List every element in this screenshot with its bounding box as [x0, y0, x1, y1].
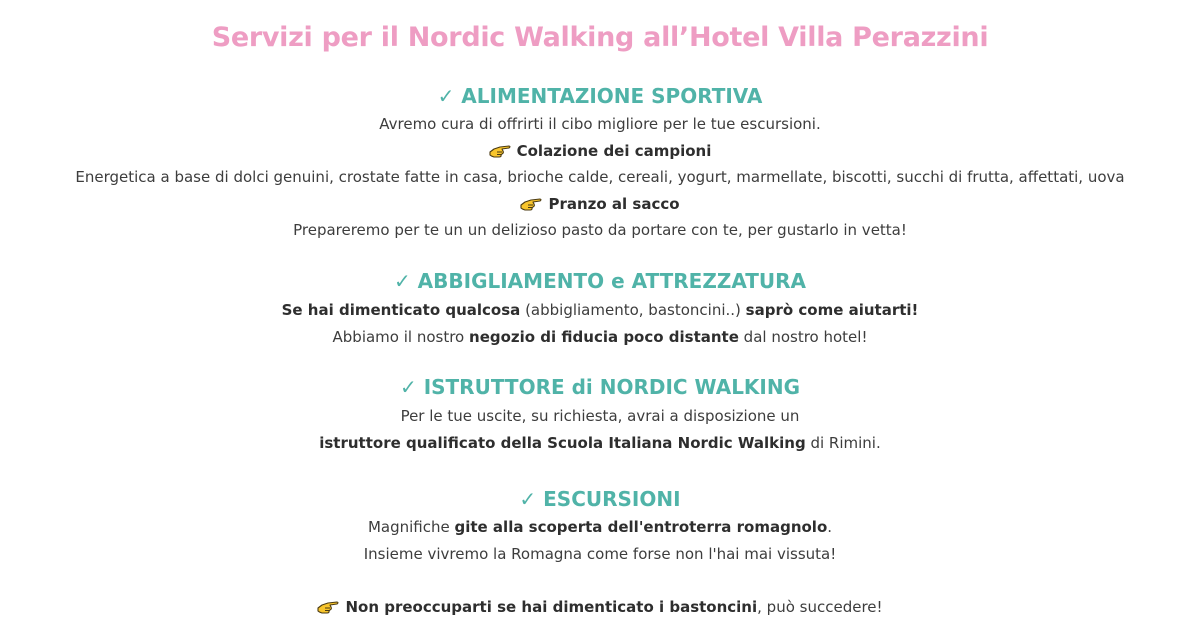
equipment-mid-text: (abbigliamento, bastoncini..): [520, 301, 746, 319]
equipment-line-2: [0, 327, 1200, 347]
excursions-line-2: Insieme vivremo la Romagna come forse non l'hai mai vissuta!: [363, 545, 837, 563]
section-heading-excursions: ✓ ESCURSIONI: [519, 487, 681, 511]
lunch-title-line: [0, 194, 1200, 217]
equipment-l2-post: dal nostro hotel!: [738, 328, 868, 346]
poles-bold: Non preoccuparti se hai dimenticato i bastoncini: [345, 598, 758, 616]
pointing-hand-icon: [520, 196, 542, 217]
instructor-line-2: [0, 433, 1200, 453]
lunch-text: Prepareremo per te un un delizioso pasto da portare con te, per gustarlo in vetta!: [293, 221, 907, 239]
instructor-bold: istruttore qualificato della Scuola Italiana Nordic Walking: [319, 434, 806, 452]
excursions-line-1: [0, 517, 1200, 537]
breakfast-text: Energetica a base di dolci genuini, crostate fatte in casa, brioche calde, cereali, yogurt, marmellate, biscotti, succhi di frutta, affettati, uova: [75, 168, 1125, 186]
breakfast-title: Colazione dei campioni: [516, 142, 712, 160]
section-heading-instructor: ✓ ISTRUTTORE di NORDIC WALKING: [399, 375, 801, 399]
equipment-line-1: [0, 300, 1200, 320]
excursions-l1-post: .: [827, 518, 833, 536]
instructor-l2-post: di Rimini.: [805, 434, 881, 452]
instructor-line-1: Per le tue uscite, su richiesta, avrai a disposizione un: [400, 407, 800, 425]
equipment-bold-2: saprò come aiutarti!: [745, 301, 919, 319]
equipment-shop-bold: negozio di fiducia poco distante: [469, 328, 739, 346]
breakfast-title-line: [0, 141, 1200, 164]
section-heading-nutrition: ✓ ALIMENTAZIONE SPORTIVA: [437, 84, 763, 108]
nutrition-intro: Avremo cura di offrirti il cibo migliore per le tue escursioni.: [379, 115, 821, 133]
excursions-bold: gite alla scoperta dell'entroterra romagnolo: [454, 518, 828, 536]
section-heading-equipment: ✓ ABBIGLIAMENTO e ATTREZZATURA: [393, 269, 807, 293]
equipment-bold-1: Se hai dimenticato qualcosa: [281, 301, 521, 319]
pointing-hand-icon: [317, 599, 339, 620]
lunch-title: Pranzo al sacco: [548, 195, 680, 213]
equipment-l2-pre: Abbiamo il nostro: [332, 328, 470, 346]
poles-line-1: [0, 597, 1200, 620]
page-title: Servizi per il Nordic Walking all’Hotel Villa Perazzini: [211, 22, 989, 53]
pointing-hand-icon: [489, 143, 511, 164]
poles-l1-post: , può succedere!: [757, 598, 883, 616]
excursions-l1-pre: Magnifiche: [367, 518, 455, 536]
